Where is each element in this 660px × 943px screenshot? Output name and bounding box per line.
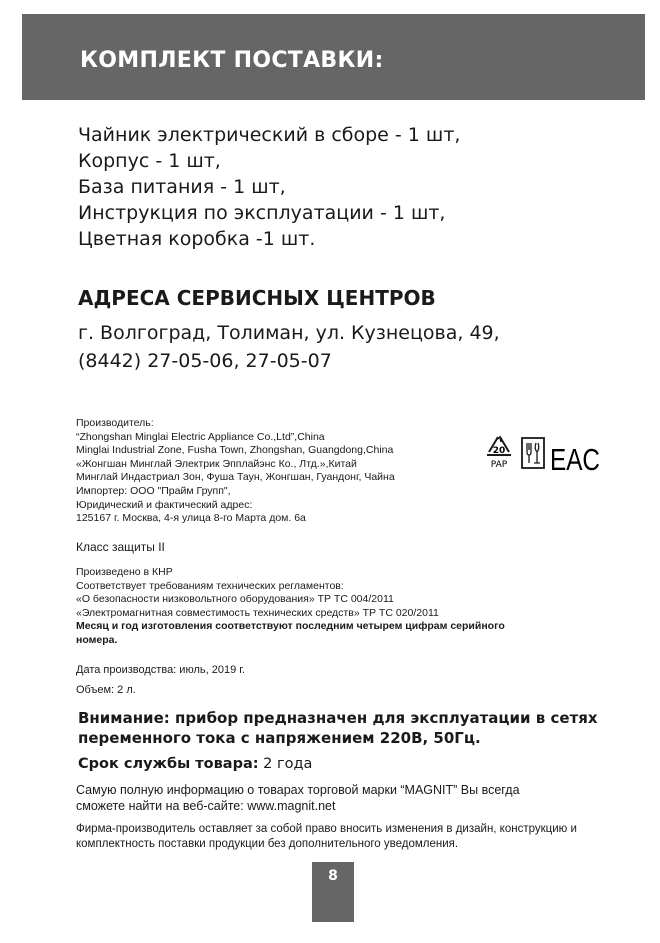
list-item: Корпус - 1 шт, xyxy=(78,150,221,172)
brand-info: Самую полную информацию о товарах торговой марки “MAGNIT” Вы всегда сможете найти на веб-сайте: www.magnit.net xyxy=(76,783,520,813)
list-item: Чайник электрический в сборе - 1 шт, xyxy=(78,124,461,146)
page-number: 8 xyxy=(328,868,338,884)
service-life-label: Срок службы товара: xyxy=(78,756,259,772)
manufacturer-line: Юридический и фактический адрес: xyxy=(76,498,253,511)
page-title: КОМПЛЕКТ ПОСТАВКИ: xyxy=(80,48,384,73)
compliance-line: Соответствует требованиям технических регламентов: xyxy=(76,579,344,592)
compliance-line: «Электромагнитная совместимость технических средств» ТР ТС 020/2011 xyxy=(76,606,439,619)
manufacturer-line: Minglai Industrial Zone, Fusha Town, Zhongshan, Guangdong,China xyxy=(76,444,394,457)
service-address: г. Волгоград, Толиман, ул. Кузнецова, 49, xyxy=(78,322,500,344)
package-list xyxy=(78,122,460,252)
production-date: Дата производства: июль, 2019 г. xyxy=(76,664,245,676)
manufacturer-line: “Zhongshan Minglai Electric Appliance Co.,Ltd”,China xyxy=(76,430,325,443)
certification-marks xyxy=(484,434,604,478)
list-item: Цветная коробка -1 шт. xyxy=(78,228,316,250)
manufacturer-line: «Жонгшан Минглай Электрик Эпплайэнс Ко., Лтд.»,Китай xyxy=(76,457,357,470)
manufacturer-line: 125167 г. Москва, 4-я улица 8-го Марта дом. 6а xyxy=(76,512,306,525)
service-life-value: 2 года xyxy=(263,756,313,772)
recycle-number: 20 xyxy=(492,446,506,456)
service-phone: (8442) 27-05-06, 27-05-07 xyxy=(78,350,332,372)
compliance-line: «О безопасности низковольтного оборудования» ТР ТС 004/2011 xyxy=(76,593,394,606)
manufacturer-block xyxy=(76,417,395,526)
eac-mark-icon: EAC xyxy=(550,442,600,477)
recycle-code: PAP xyxy=(490,460,508,470)
compliance-block xyxy=(76,566,505,648)
volume: Объем: 2 л. xyxy=(76,684,136,696)
service-life xyxy=(78,756,312,772)
manufacturer-line: Импортер: ООО "Прайм Групп", xyxy=(76,484,231,497)
manufacturer-line: Производитель: xyxy=(76,417,154,429)
recycle-icon xyxy=(487,437,511,470)
list-item: База питания - 1 шт, xyxy=(78,176,286,198)
voltage-warning: Внимание: прибор предназначен для эксплуатации в сетях переменного тока с напряжением 220В, 50Гц. xyxy=(78,709,598,747)
page-number-box xyxy=(312,862,354,922)
serial-note: Месяц и год изготовления соответствуют последним четырем цифрам серийного xyxy=(76,620,505,633)
list-item: Инструкция по эксплуатации - 1 шт, xyxy=(78,202,446,224)
compliance-line: Произведено в КНР xyxy=(76,566,173,578)
service-centers-heading: АДРЕСА СЕРВИСНЫХ ЦЕНТРОВ xyxy=(78,286,436,310)
serial-note: номера. xyxy=(76,633,118,646)
food-contact-icon xyxy=(522,438,544,468)
manufacturer-line: Минглай Индастриал Зон, Фуша Таун, Жонгшан, Гуандонг, Чайна xyxy=(76,471,395,484)
protection-class: Класс защиты II xyxy=(76,540,165,554)
disclaimer: Фирма-производитель оставляет за собой право вносить изменения в дизайн, конструкцию и комплектность поставки продукции без дополнительного уведомления. xyxy=(76,823,577,850)
